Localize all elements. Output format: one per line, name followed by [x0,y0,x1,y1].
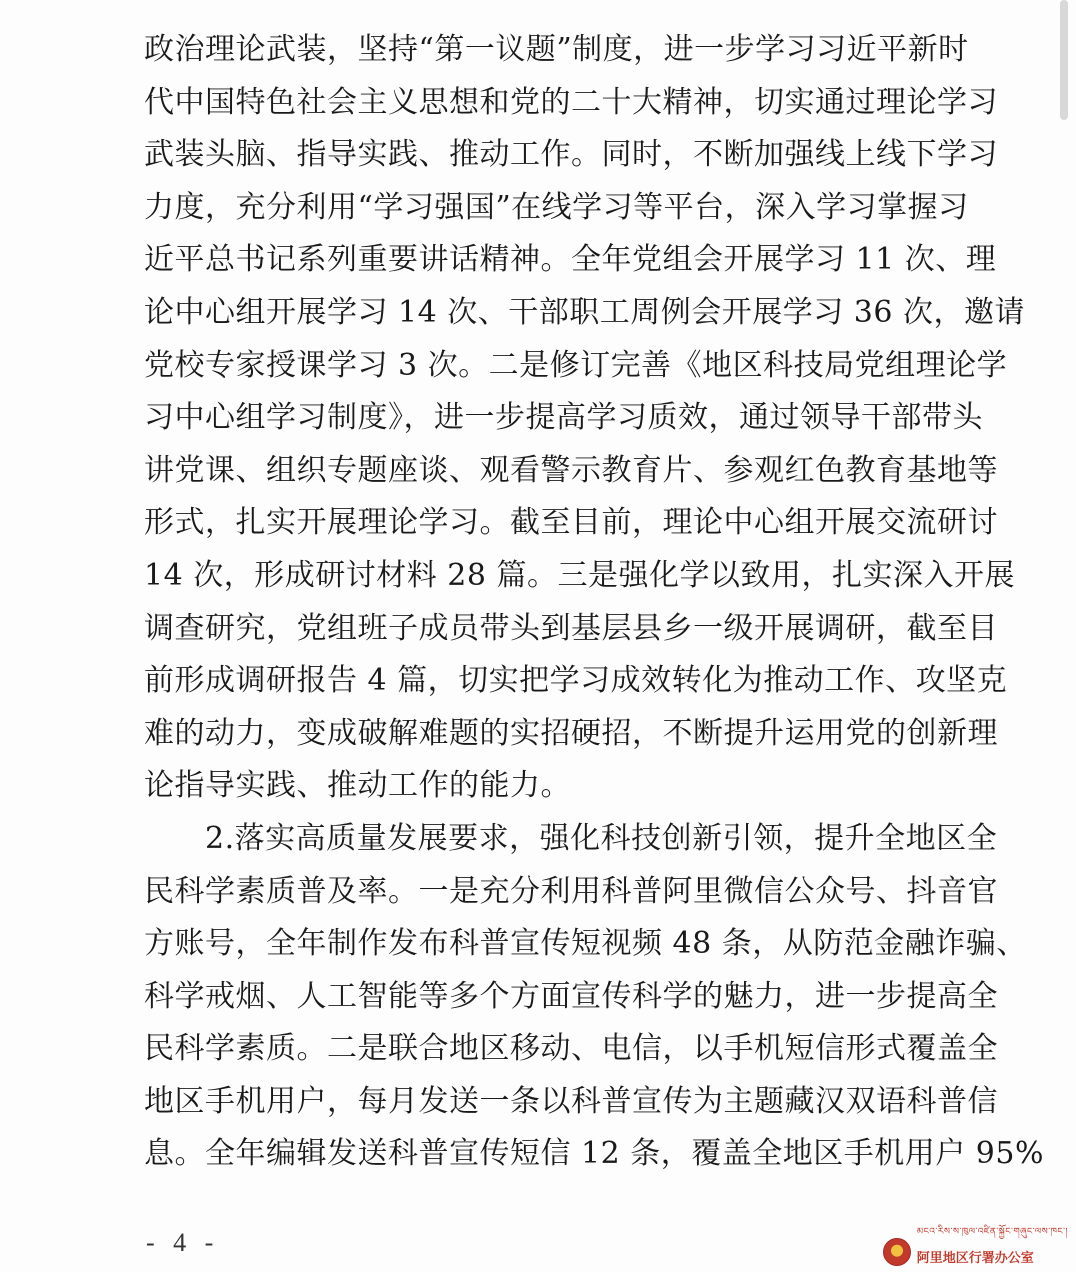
text-line: 讲党课、组织专题座谈、观看警示教育片、参观红色教育基地等 [144,452,998,488]
watermark-tibetan: མངའ་རིས་ས་ཁུལ་འཛིན་སྐྱོང་གཞུང་ལས་ཁང་། [916,1227,1068,1237]
text-line: 科学戒烟、人工智能等多个方面宣传科学的魅力，进一步提高全 [144,978,998,1014]
text-line: 习中心组学习制度》，进一步提高学习质效，通过领导干部带头 [144,400,983,436]
text-line: 息。全年编辑发送科普宣传短信 12 条，覆盖全地区手机用户 95% [144,1136,1044,1172]
watermark-chinese: 阿里地区行署办公室 [916,1251,1034,1266]
seal-icon [883,1238,911,1266]
document-body [144,24,1044,1181]
text-line: 民科学素质普及率。一是充分利用科普阿里微信公众号、抖音官 [144,873,998,909]
vertical-scrollbar[interactable] [1060,0,1070,140]
text-line: 方账号，全年制作发布科普宣传短视频 48 条，从防范金融诈骗、 [144,926,1027,962]
watermark [883,1222,1068,1266]
text-line: 武装头脑、指导实践、推动工作。同时，不断加强线上线下学习 [144,137,998,173]
text-line: 14 次，形成研讨材料 28 篇。三是强化学以致用，扎实深入开展 [144,557,1015,593]
text-line: 前形成调研报告 4 篇，切实把学习成效转化为推动工作、攻坚克 [144,663,1008,699]
text-line: 调查研究，党组班子成员带头到基层县乡一级开展调研，截至目 [144,610,998,646]
text-line: 近平总书记系列重要讲话精神。全年党组会开展学习 11 次、理 [144,242,997,278]
text-line: 政治理论武装，坚持“第一议题”制度，进一步学习习近平新时 [144,32,969,67]
text-line: 难的动力，变成破解难题的实招硬招，不断提升运用党的创新理 [144,715,998,751]
watermark-text [917,1222,1068,1266]
text-line: 地区手机用户，每月发送一条以科普宣传为主题藏汉双语科普信 [144,1083,998,1119]
text-line: 论中心组开展学习 14 次、干部职工周例会开展学习 36 次，邀请 [144,294,1025,330]
text-line: 2.落实高质量发展要求，强化科技创新引领，提升全地区全 [144,820,998,856]
text-line: 民科学素质。二是联合地区移动、电信，以手机短信形式覆盖全 [144,1031,998,1067]
text-line: 论指导实践、推动工作的能力。 [144,768,571,804]
page-number: - 4 - [146,1228,220,1257]
text-line: 形式，扎实开展理论学习。截至目前，理论中心组开展交流研讨 [144,505,998,541]
scrollbar-thumb[interactable] [1060,0,1068,120]
text-line: 力度，充分利用“学习强国”在线学习等平台，深入学习掌握习 [144,189,969,225]
text-line: 党校专家授课学习 3 次。二是修订完善《地区科技局党组理论学 [144,347,1008,383]
text-line: 代中国特色社会主义思想和党的二十大精神，切实通过理论学习 [144,84,998,120]
